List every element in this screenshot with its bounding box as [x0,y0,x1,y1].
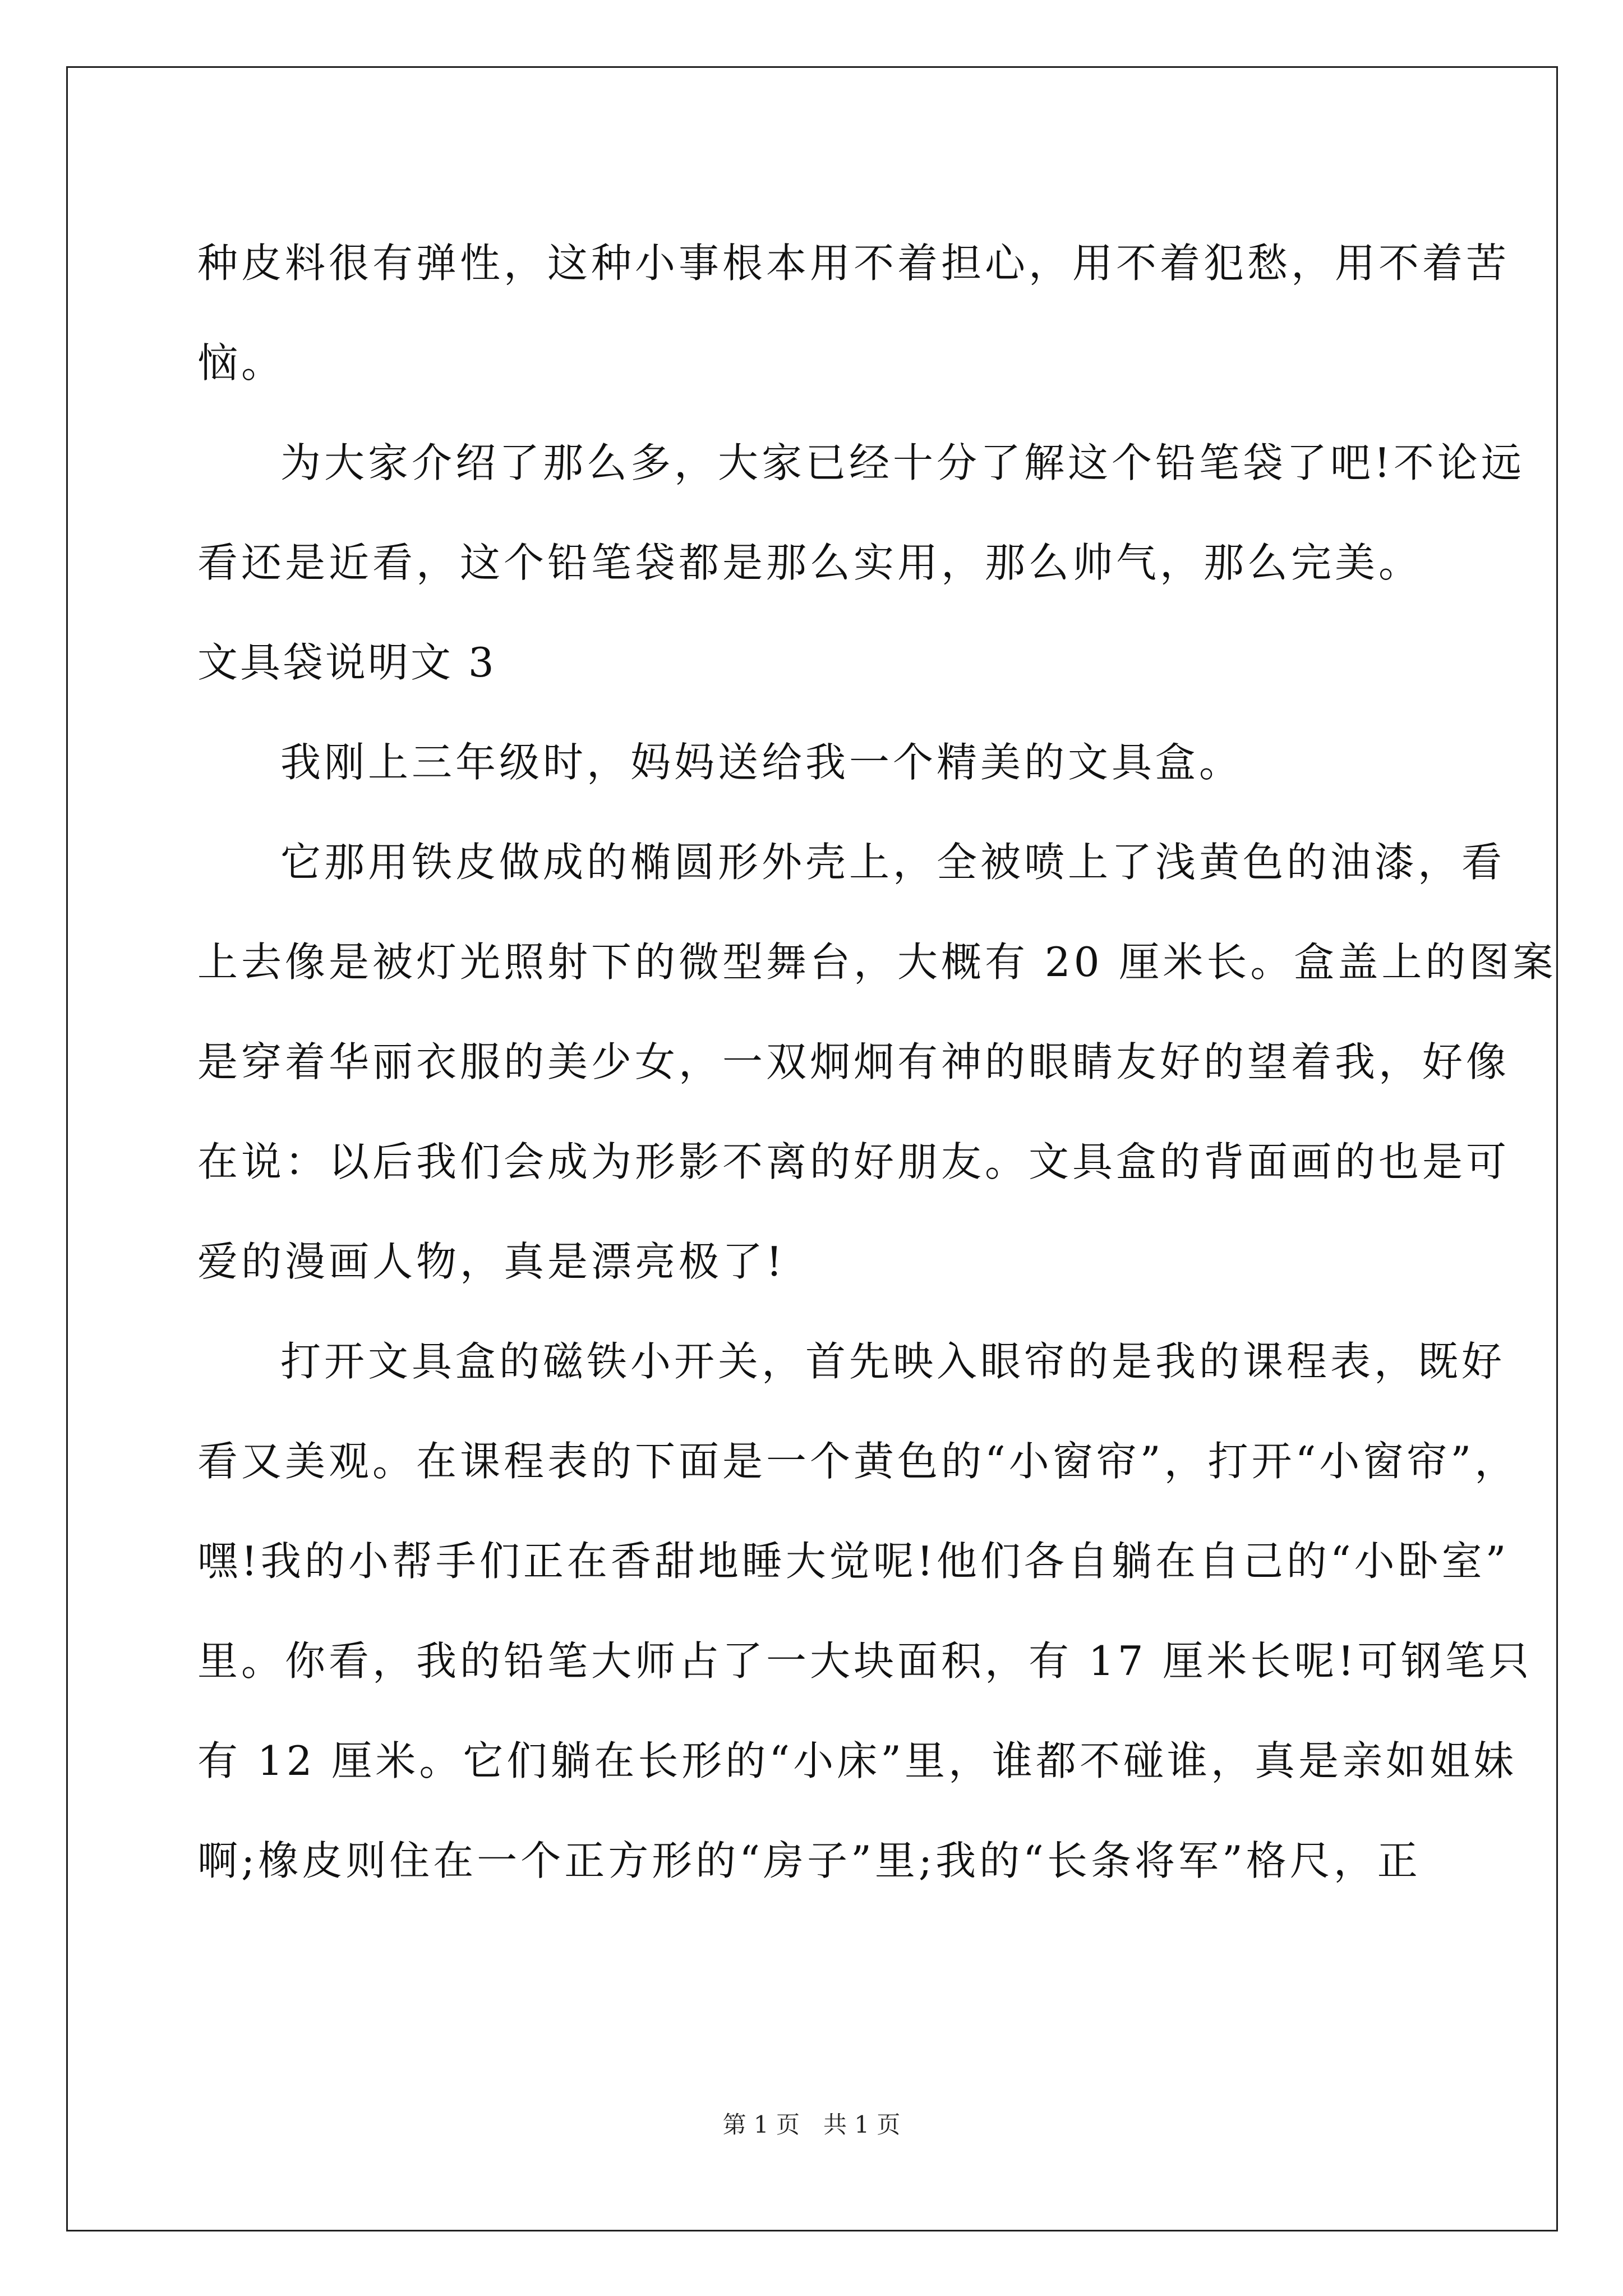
text-line: 嘿!我的小帮手们正在香甜地睡大觉呢!他们各自躺在自己的“小卧室” [197,1538,1510,1585]
text-line: 上去像是被灯光照射下的微型舞台，大概有 20 厘米长。盒盖上的图案 [197,938,1557,986]
text-line: 看又美观。在课程表的下面是一个黄色的“小窗帘”，打开“小窗帘”， [197,1438,1519,1485]
text-line: 爱的漫画人物，真是漂亮极了! [197,1238,786,1285]
text-line: 里。你看，我的铅笔大师占了一大块面积，有 17 厘米长呢!可钢笔只 [197,1637,1533,1685]
text-line: 是穿着华丽衣服的美少女，一双炯炯有神的眼睛友好的望着我，好像 [197,1038,1510,1085]
text-line: 有 12 厘米。它们躺在长形的“小床”里，谁都不碰谁，真是亲如姐妹 [197,1737,1518,1784]
text-line: 看还是近看，这个铅笔袋都是那么实用，那么帅气，那么完美。 [197,539,1423,586]
text-line: 种皮料很有弹性，这种小事根本用不着担心，用不着犯愁，用不着苦 [197,240,1510,287]
document-body [197,213,1557,1911]
page-footer: 第 1 页 共 1 页 [722,2111,901,2138]
text-line: 它那用铁皮做成的椭圆形外壳上，全被喷上了浅黄色的油漆，看 [280,839,1506,886]
text-line: 打开文具盒的磁铁小开关，首先映入眼帘的是我的课程表，既好 [280,1338,1506,1385]
text-line: 我刚上三年级时，妈妈送给我一个精美的文具盒。 [280,739,1243,786]
text-line: 啊;橡皮则住在一个正方形的“房子”里;我的“长条将军”格尺，正 [197,1837,1421,1884]
text-line: 在说：以后我们会成为形影不离的好朋友。文具盒的背面画的也是可 [197,1138,1510,1185]
section-heading: 文具袋说明文 3 [197,639,496,686]
text-line: 恼。 [197,339,285,386]
text-line: 为大家介绍了那么多，大家已经十分了解这个铅笔袋了吧!不论远 [280,439,1525,486]
